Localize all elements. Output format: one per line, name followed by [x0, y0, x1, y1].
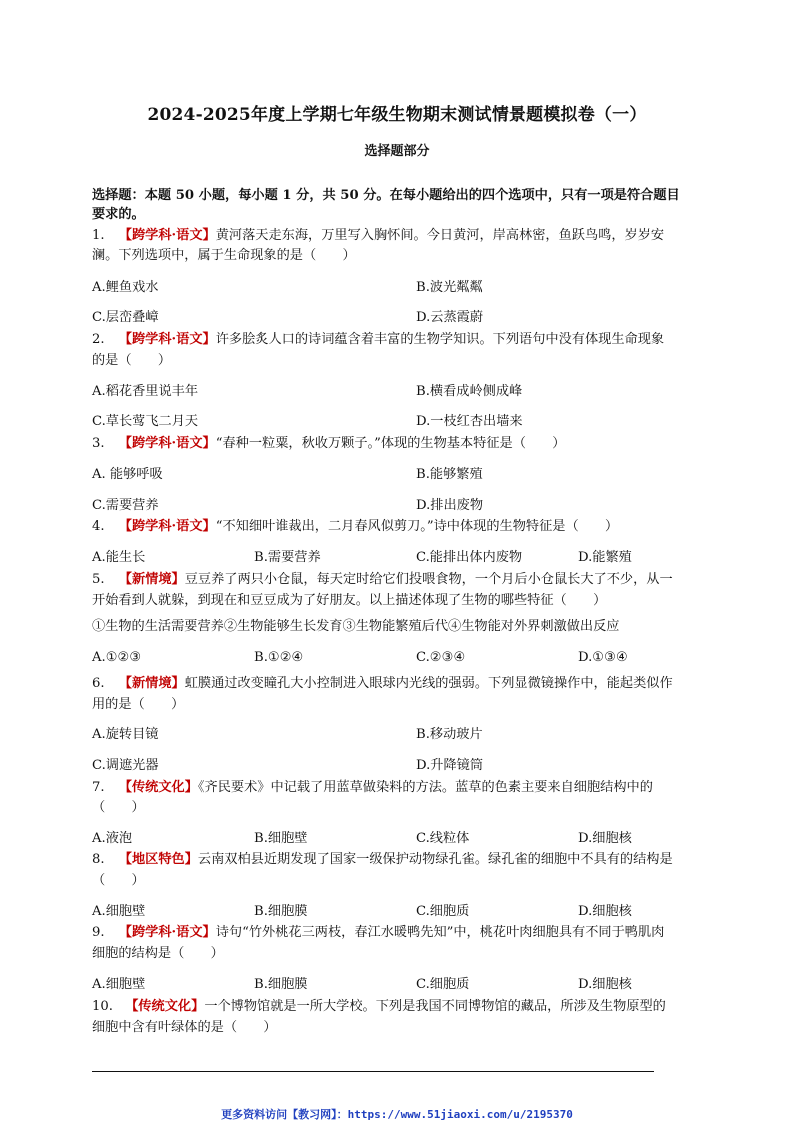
- question-tag: 【跨学科·语文】: [118, 228, 216, 243]
- q3-option-b: B.能够繁殖: [416, 467, 483, 482]
- q5-option-b: B.①②④: [254, 650, 304, 665]
- question-text: 黄河落天走东海，万里写入胸怀间。今日黄河，岸高林密，鱼跃鸟鸣，岁岁安: [215, 228, 665, 243]
- q6-option-d: D.升降镜筒: [416, 758, 484, 773]
- question-text: 《齐民要术》中记载了用蓝草做染料的方法。蓝草的色素主要来自细胞结构中的: [197, 780, 653, 795]
- instruction-line-1: 选择题：本题 50 小题，每小题 1 分，共 50 分。在每小题给出的四个选项中，只有一项是符合题目: [92, 188, 680, 203]
- q4-option-b: B.需要营养: [254, 550, 321, 565]
- q2-option-d: D.一枝红杏出墙来: [416, 414, 523, 429]
- question-text: 豆豆养了两只小仓鼠，每天定时给它们投喂食物，一个月后小仓鼠长大了不少，从一: [184, 572, 673, 587]
- q8-option-c: C.细胞质: [416, 904, 470, 919]
- question-7-line-2: （ ）: [92, 800, 145, 815]
- q7-option-c: C.线粒体: [416, 831, 470, 846]
- question-number: 2.: [92, 332, 105, 347]
- question-6-line-2: 用的是（ ）: [92, 697, 185, 712]
- question-tag: 【跨学科·语文】: [118, 436, 216, 451]
- question-8-line-2: （ ）: [92, 873, 145, 888]
- question-10-line-1: [92, 999, 666, 1015]
- q6-option-a: A.旋转目镜: [92, 727, 159, 742]
- q8-option-d: D.细胞核: [578, 904, 632, 919]
- question-5-line-1: [92, 572, 673, 588]
- question-8-line-1: [92, 852, 673, 868]
- question-tag: 【跨学科·语文】: [118, 519, 216, 534]
- q5-option-a: A.①②③: [92, 650, 142, 665]
- question-tag: 【传统文化】: [125, 999, 205, 1014]
- q1-option-d: D.云蒸霞蔚: [416, 310, 484, 325]
- q4-option-c: C.能排出体内废物: [416, 550, 523, 565]
- q1-option-b: B.波光粼粼: [416, 280, 483, 295]
- question-number: 7.: [92, 780, 105, 795]
- q9-option-d: D.细胞核: [578, 977, 632, 992]
- question-number: 3.: [92, 436, 105, 451]
- q9-option-c: C.细胞质: [416, 977, 470, 992]
- q9-option-b: B.细胞膜: [254, 977, 308, 992]
- q8-option-b: B.细胞膜: [254, 904, 308, 919]
- question-tag: 【跨学科·语文】: [118, 925, 216, 940]
- question-5-line-2: 开始看到人就躲，到现在和豆豆成为了好朋友。以上描述体现了生物的哪些特征（ ）: [92, 593, 607, 608]
- q3-option-d: D.排出废物: [416, 498, 484, 513]
- q5-option-d: D.①③④: [578, 650, 628, 665]
- question-text: 一个博物馆就是一所大学校。下列是我国不同博物馆的藏品，所涉及生物原型的: [204, 999, 666, 1014]
- q3-option-a: A. 能够呼吸: [92, 467, 163, 482]
- question-tag: 【新情境】: [118, 676, 185, 691]
- q7-option-a: A.液泡: [92, 831, 133, 846]
- question-number: 5.: [92, 572, 105, 587]
- document-title: 2024-2025年度上学期七年级生物期末测试情景题模拟卷（一）: [147, 105, 647, 125]
- q2-option-b: B.横看成岭侧成峰: [416, 384, 523, 399]
- question-1-line-1: [92, 228, 664, 244]
- q7-option-d: D.细胞核: [578, 831, 632, 846]
- q2-option-a: A.稻花香里说丰年: [92, 384, 199, 399]
- question-9-line-1: [92, 925, 664, 941]
- instruction-line-2: 要求的。: [92, 207, 145, 222]
- q8-option-a: A.细胞壁: [92, 904, 146, 919]
- section-subtitle: 选择题部分: [364, 144, 430, 159]
- question-text: 云南双柏县近期发现了国家一级保护动物绿孔雀。绿孔雀的细胞中不具有的结构是: [197, 852, 673, 867]
- q6-option-b: B.移动玻片: [416, 727, 483, 742]
- question-2-line-1: [92, 332, 664, 348]
- q1-option-c: C.层峦叠嶂: [92, 310, 159, 325]
- question-text: 虹膜通过改变瞳孔大小控制进入眼球内光线的强弱。下列显微镜操作中，能起类似作: [184, 676, 673, 691]
- q5-option-c: C.②③④: [416, 650, 466, 665]
- q4-option-d: D.能繁殖: [578, 550, 632, 565]
- question-7-line-1: [92, 780, 653, 796]
- question-2-line-2: 的是（ ）: [92, 353, 172, 368]
- question-9-line-2: 细胞的结构是（ ）: [92, 946, 224, 961]
- q2-option-c: C.草长莺飞二月天: [92, 414, 199, 429]
- q3-option-c: C.需要营养: [92, 498, 159, 513]
- question-text: 诗句“竹外桃花三两枝，春江水暖鸭先知”中，桃花叶肉细胞具有不同于鸭肌肉: [215, 925, 665, 940]
- question-number: 10.: [92, 999, 113, 1014]
- footer-link[interactable]: 更多资料访问【教习网】：https://www.51jiaoxi.com/u/2195370: [221, 1108, 573, 1121]
- question-tag: 【新情境】: [118, 572, 185, 587]
- question-number: 8.: [92, 852, 105, 867]
- question-tag: 【地区特色】: [118, 852, 198, 867]
- question-number: 9.: [92, 925, 105, 940]
- q9-option-a: A.细胞壁: [92, 977, 146, 992]
- question-number: 6.: [92, 676, 105, 691]
- footer-divider: [92, 1071, 654, 1072]
- question-4-line-1: [92, 519, 618, 535]
- question-10-line-2: 细胞中含有叶绿体的是（ ）: [92, 1020, 277, 1035]
- question-text: “春种一粒粟，秋收万颗子。”体现的生物基本特征是（ ）: [215, 436, 566, 451]
- question-tag: 【跨学科·语文】: [118, 332, 216, 347]
- q6-option-c: C.调遮光器: [92, 758, 159, 773]
- question-5-line-3: ①生物的生活需要营养②生物能够生长发育③生物能繁殖后代④生物能对外界刺激做出反应: [92, 619, 620, 634]
- question-text: “不知细叶谁裁出，二月春风似剪刀。”诗中体现的生物特征是（ ）: [215, 519, 619, 534]
- question-text: 许多脍炙人口的诗词蕴含着丰富的生物学知识。下列语句中没有体现生命现象: [215, 332, 665, 347]
- question-number: 1.: [92, 228, 105, 243]
- question-tag: 【传统文化】: [118, 780, 198, 795]
- q7-option-b: B.细胞壁: [254, 831, 308, 846]
- q4-option-a: A.能生长: [92, 550, 146, 565]
- q1-option-a: A.鲤鱼戏水: [92, 280, 159, 295]
- question-3-line-1: [92, 436, 565, 452]
- question-6-line-1: [92, 676, 673, 692]
- question-1-line-2: 澜。下列选项中，属于生命现象的是（ ）: [92, 248, 356, 263]
- question-number: 4.: [92, 519, 105, 534]
